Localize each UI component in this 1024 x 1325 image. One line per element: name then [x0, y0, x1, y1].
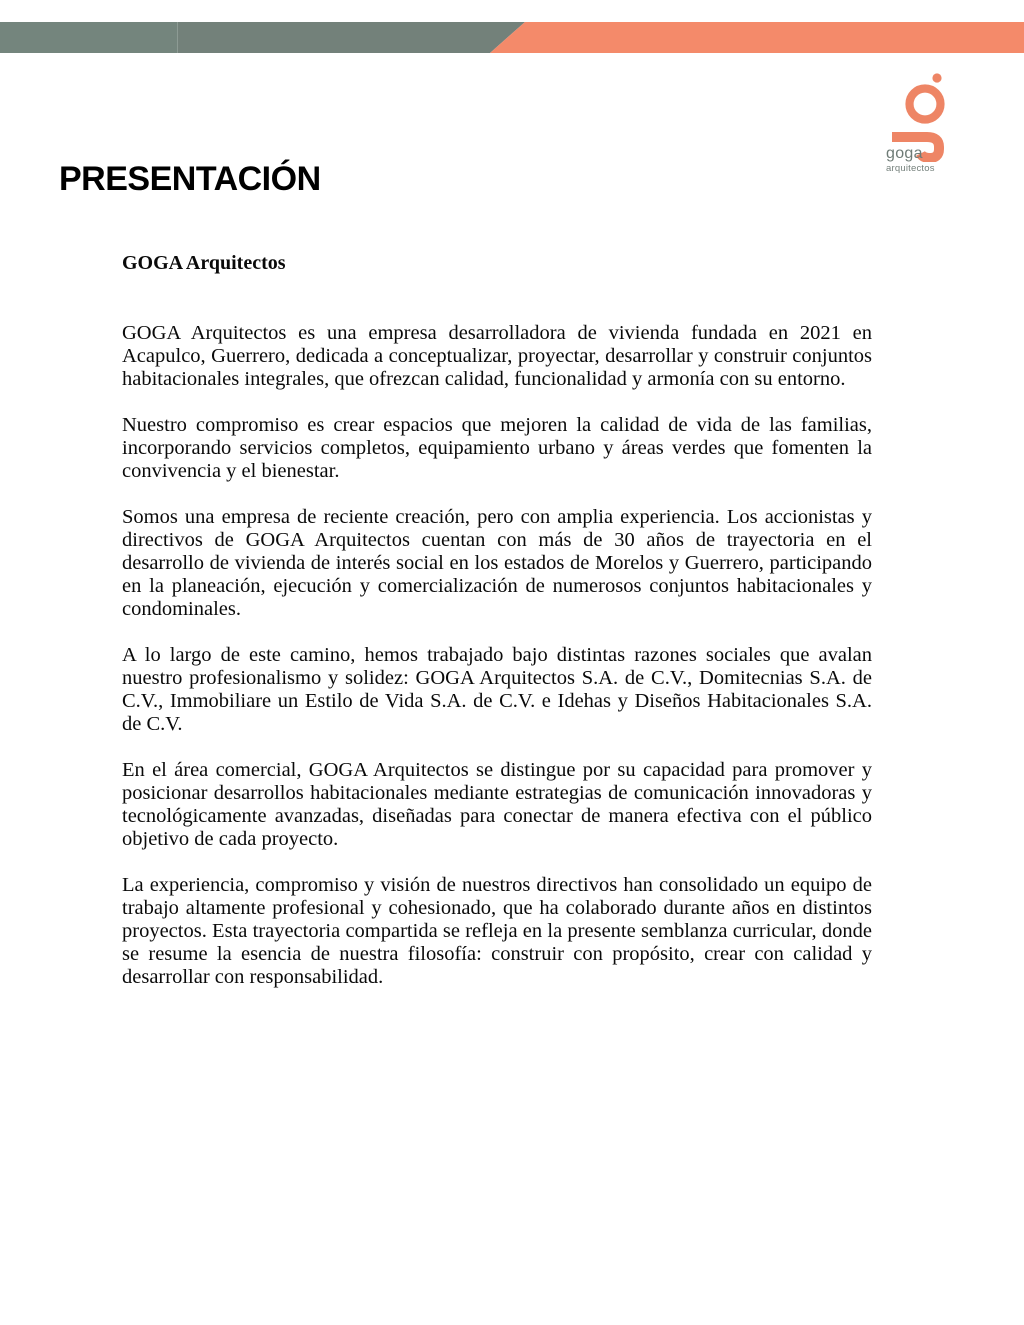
paragraph-2: Nuestro compromiso es crear espacios que mejoren la calidad de vida de las familias, incorporando servicios completos, equipamiento urbano y áreas verdes que fomenten la convivencia y el bienestar. [122, 414, 872, 482]
paragraph-3: Somos una empresa de reciente creación, pero con amplia experiencia. Los accionistas y directivos de GOGA Arquitectos cuentan con más de 30 años de trayectoria en el desarrollo de vivienda de interés social en los estados de Morelos y Guerrero, participando en la planeación, ejecución y comercialización de numerosos conjuntos habitacionales y condominales. [122, 506, 872, 620]
header-band-gray-left-segment [0, 22, 178, 53]
paragraph-1: GOGA Arquitectos es una empresa desarrolladora de vivienda fundada en 2021 en Acapulco, Guerrero, dedicada a conceptualizar, proyectar, desarrollar y construir conjuntos habitacionales integrales, que ofrezcan calidad, funcionalidad y armonía con su entorno. [122, 322, 872, 390]
document-heading: GOGA Arquitectos [122, 252, 286, 274]
logo-tagline-text: arquitectos [886, 163, 935, 174]
document-body [122, 252, 872, 1012]
logo-brand-text: goga [886, 145, 923, 162]
paragraph-5: En el área comercial, GOGA Arquitectos se distingue por su capacidad para promover y posicionar desarrollos habitacionales mediante estrategias de comunicación innovadoras y tecnológicamente avanzadas, diseñadas para conectar de manera efectiva con el público objetivo de cada proyecto. [122, 759, 872, 850]
logo-ring-icon [910, 89, 941, 120]
page-title: PRESENTACIÓN [59, 160, 321, 198]
paragraph-4: A lo largo de este camino, hemos trabajado bajo distintas razones sociales que avalan nuestro profesionalismo y solidez: GOGA Arquitectos S.A. de C.V., Domitecnias S.A. de C.V., Immobiliare un Estilo de Vida S.A. de C.V. e Idehas y Diseños Habitacionales S.A. de C.V. [122, 644, 872, 735]
header-band-orange [490, 22, 1024, 53]
logo-dot-icon [932, 73, 941, 82]
paragraph-6: La experiencia, compromiso y visión de nuestros directivos han consolidado un equipo de trabajo altamente profesional y cohesionado, que ha colaborado durante años en distintos proyectos. Esta trayectoria compartida se refleja en la presente semblanza curricular, donde se resume la esencia de nuestra filosofía: construir con propósito, crear con calidad y desarrollar con responsabilidad. [122, 874, 872, 988]
